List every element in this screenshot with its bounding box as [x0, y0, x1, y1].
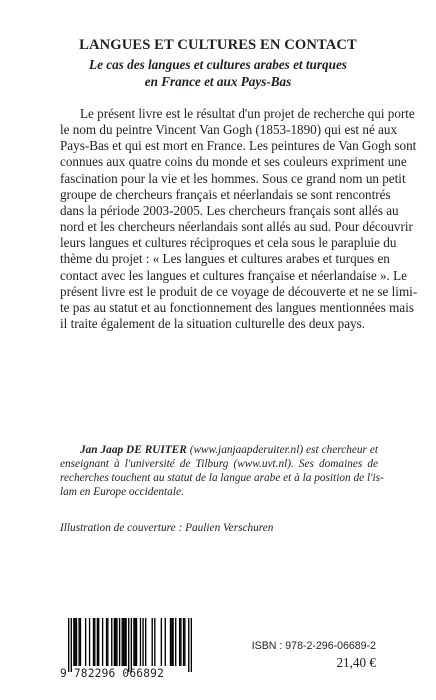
summary-line: nord et les chercheurs néerlandais sont allés au sud. Pour découvrir [60, 219, 413, 235]
barcode-bars [68, 618, 192, 674]
barcode-bar [107, 618, 108, 666]
barcode-bar [115, 618, 116, 666]
summary-line: groupe de chercheurs français et néerlandais se sont rencontrés [60, 186, 391, 202]
barcode-bar [89, 618, 90, 666]
barcode-bar [140, 618, 141, 666]
author-bio [60, 443, 384, 499]
barcode-bar [135, 618, 136, 666]
summary-line: le nom du peintre Vincent Van Gogh (1853-1890) qui est né aux [60, 122, 398, 138]
barcode-bar [124, 618, 125, 666]
price: 21,40 € [336, 655, 376, 670]
barcode-bar [102, 618, 103, 666]
barcode-bar [111, 618, 112, 666]
barcode-bar [85, 618, 86, 666]
barcode-bar [131, 618, 132, 672]
barcode-bar [123, 618, 124, 666]
summary-line: te pas au statut et au fonctionnement des langues mentionnées mais [60, 299, 414, 315]
barcode-bar [76, 618, 77, 666]
barcode-bar [97, 618, 98, 666]
barcode-bar [119, 618, 120, 666]
barcode-bar [94, 618, 95, 666]
isbn-number: ISBN : 978-2-296-06689-2 [251, 640, 376, 652]
barcode-bar [184, 618, 185, 666]
barcode-bar [145, 618, 146, 666]
barcode-bar [93, 618, 94, 666]
barcode-bar [128, 618, 129, 672]
barcode-bar [114, 618, 115, 666]
summary-line: il traite également de la situation culturelle des deux pays. [60, 316, 366, 332]
barcode-bar [136, 618, 137, 666]
summary-line: dans la période 2003-2005. Les chercheurs français sont allés au [60, 202, 399, 218]
barcode-bar [142, 618, 143, 666]
author-bio-line [60, 443, 378, 457]
cover-illustration-credit: Illustration de couverture : Paulien Verschuren [60, 522, 274, 534]
summary-line: présent livre est le produit de ce voyage de découverte et ne se limi- [60, 283, 418, 299]
barcode-bar [183, 618, 184, 666]
summary-line: Le présent livre est le résultat d'un projet de recherche qui porte [80, 106, 415, 121]
barcode-bar [172, 618, 173, 666]
barcode-bar [75, 618, 76, 666]
barcode-digits: 9 782296 066892 [60, 667, 165, 680]
barcode-bar [125, 618, 126, 666]
barcode-bar [179, 618, 180, 666]
barcode-bar [116, 618, 117, 666]
author-bio-text: (www.janjaapderuiter.nl) est chercheur et [186, 444, 378, 456]
barcode-bar [152, 618, 153, 666]
barcode-bar [175, 618, 176, 666]
barcode-bar [122, 618, 123, 666]
barcode-bar [154, 618, 155, 666]
summary-line: fascination pour la vie et les hommes. Sous ce grand nom un petit [60, 170, 406, 186]
barcode-bar [165, 618, 166, 666]
barcode-bar [171, 618, 172, 666]
barcode-bar [161, 618, 162, 666]
summary-line: connues aux quatre coins du monde et ses couleurs expriment une [60, 154, 407, 170]
barcode-bar [180, 618, 181, 666]
barcode-bar [71, 618, 72, 672]
book-title: LANGUES ET CULTURES EN CONTACT [79, 37, 357, 53]
summary-line: contact avec les langues et cultures française et néerlandaise ». Le [60, 267, 407, 283]
barcode-bar [106, 618, 107, 666]
barcode-bar [188, 618, 189, 672]
author-bio-line: recherches touchent au statut de la langue arabe et à la position de l'is- [60, 472, 384, 485]
barcode [60, 618, 196, 680]
summary-paragraph [60, 106, 418, 332]
barcode-bar [191, 618, 192, 672]
summary-line: leurs langues et cultures réciproques et cela sous le parapluie du [60, 235, 397, 251]
book-subtitle-line-2: en France et aux Pays-Bas [144, 74, 292, 89]
barcode-bar [80, 618, 81, 666]
barcode-bar [78, 618, 79, 666]
author-name: Jan Jaap DE RUITER [80, 444, 187, 456]
summary-line: thème du projet : « Les langues et cultures arabes et turques en [60, 251, 390, 267]
summary-line: Pays-Bas et qui est mort en France. Les peintures de Van Gogh sont [60, 138, 417, 154]
barcode-bar [170, 618, 171, 666]
book-subtitle-line-1: Le cas des langues et cultures arabes et turques [89, 57, 347, 72]
barcode-bar [98, 618, 99, 666]
author-bio-line: enseignant à l'université de Tilburg (www.uvt.nl). Ses domaines de [60, 458, 378, 471]
barcode-bar [68, 618, 69, 672]
author-bio-line: lam en Europe occidentale. [60, 486, 184, 499]
barcode-bar [133, 618, 134, 666]
barcode-bar [73, 618, 74, 666]
